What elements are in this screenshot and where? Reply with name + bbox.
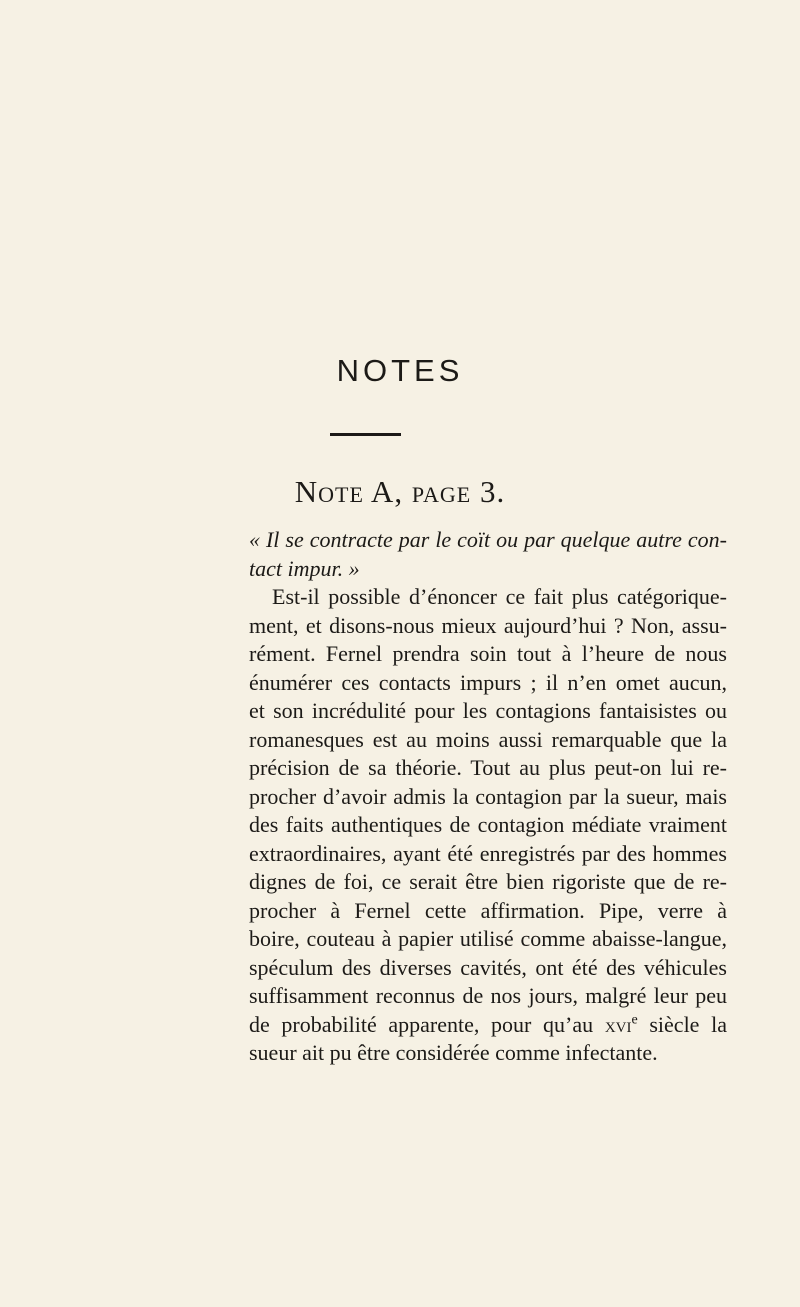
line-text: siècle la — [637, 1011, 727, 1037]
quotation — [249, 526, 727, 583]
paragraph-line: suffisamment reconnus de nos jours, malgré leur peu — [249, 983, 727, 1008]
paragraph — [249, 583, 727, 1068]
paragraph-line — [249, 1011, 727, 1040]
paragraph-line: boire, couteau à papier utilisé comme abaisse-langue, — [249, 926, 727, 951]
paragraph-line: extraordinaires, ayant été enregistrés par des hommes — [249, 840, 727, 866]
century-superscript: e — [631, 1012, 638, 1028]
century-numeral: xvi — [604, 1011, 632, 1037]
paragraph-line: ment, et disons-nous mieux aujourd’hui ? Non, assu- — [249, 612, 727, 638]
quote-line: « Il se contracte par le coït ou par quelque autre con- — [249, 527, 727, 552]
paragraph-line: sueur ait pu être considérée comme infectante. — [249, 1040, 658, 1065]
paragraph-line: spéculum des diverses cavités, ont été des véhicules — [249, 954, 727, 980]
paragraph-line: procher d’avoir admis la contagion par la sueur, mais — [249, 783, 727, 809]
paragraph-line: procher à Fernel cette affirmation. Pipe, verre à — [249, 897, 727, 923]
page-title: NOTES — [336, 353, 464, 388]
paragraph-line: dignes de foi, ce serait être bien rigoriste que de re- — [249, 869, 727, 894]
line-text: de probabilité apparente, pour qu’au — [249, 1011, 605, 1037]
paragraph-line: des faits authentiques de contagion médiate vraiment — [249, 812, 727, 837]
note-heading: Note A, page 3. — [294, 474, 506, 509]
paragraph-line: énumérer ces contacts impurs ; il n’en omet aucun, — [249, 669, 727, 695]
note-body — [249, 526, 727, 1068]
paragraph-line: Est-il possible d’énoncer ce fait plus catégorique- — [272, 584, 727, 609]
paragraph-line: précision de sa théorie. Tout au plus peut-on lui re- — [249, 755, 727, 780]
title-rule — [330, 433, 401, 436]
paragraph-line: rément. Fernel prendra soin tout à l’heure de nous — [249, 641, 727, 666]
paragraph-line: romanesques est au moins aussi remarquable que la — [249, 726, 727, 752]
paragraph-line: et son incrédulité pour les contagions fantaisistes ou — [249, 698, 727, 723]
quote-line: tact impur. » — [249, 555, 360, 581]
